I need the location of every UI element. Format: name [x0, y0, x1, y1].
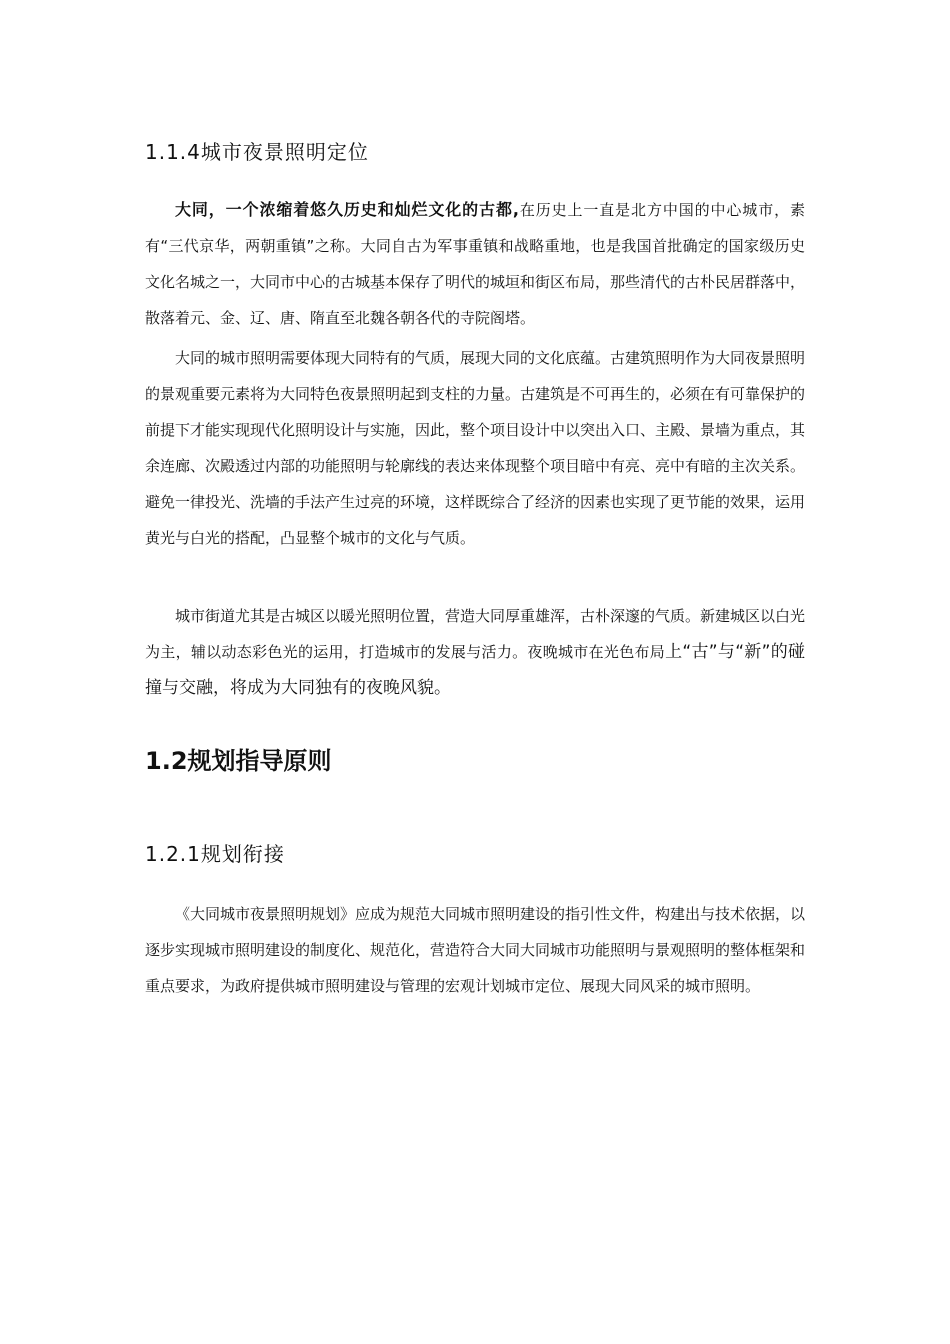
- paragraph-lead-text: 大同，一个浓缩着悠久历史和灿烂文化的古都,: [175, 200, 519, 219]
- section-heading-1-2: 1.2规划指导原则: [145, 747, 332, 775]
- paragraph-body-text: 城市街道尤其是古城区以暖光照明位置，营造大同厚重雄浑，古朴深邃的气质。新建城区以白光为主，辅以动态彩色光的运用，打造城市的发展与活力。夜晚城市在光色布局: [145, 607, 806, 661]
- paragraph-street-lighting: [145, 598, 805, 706]
- paragraph-body-text: 在历史上一直是北方中国的中心城市，素有“三代京华，两朝重镇”之称。大同自古为军事重镇和战略重地，也是我国首批确定的国家级历史文化名城之一，大同市中心的古城基本保存了明代的城垣和街区布局，那些清代的古朴民居群落中，散落着元、金、辽、唐、隋直至北魏各朝各代的寺院阁塔。: [145, 201, 806, 327]
- paragraph-planning-connection: 《大同城市夜景照明规划》应成为规范大同城市照明建设的指引性文件，构建出与技术依据，以逐步实现城市照明建设的制度化、规范化，营造符合大同大同城市功能照明与景观照明的整体框架和重点要求，为政府提供城市照明建设与管理的宏观计划城市定位、展现大同风采的城市照明。: [145, 905, 806, 995]
- paragraph-lighting-character: 大同的城市照明需要体现大同特有的气质，展现大同的文化底蕴。古建筑照明作为大同夜景照明的景观重要元素将为大同特色夜景照明起到支柱的力量。古建筑是不可再生的，必须在有可靠保护的前提下才能实现现代化照明设计与实施，因此，整个项目设计中以突出入口、主殿、景墙为重点，其余连廊、次殿透过内部的功能照明与轮廓线的表达来体现整个项目暗中有亮、亮中有暗的主次关系。避免一律投光、洗墙的手法产生过亮的环境，这样既综合了经济的因素也实现了更节能的效果，运用黄光与白光的搭配，凸显整个城市的文化与气质。: [145, 349, 806, 547]
- paragraph-tail-text: 上“古”与“新”的碰撞与交融，将成为大同独有的夜晚风貌。: [145, 642, 805, 698]
- paragraph-datong-intro: [145, 192, 805, 336]
- section-heading-1-2-1: 1.2.1规划衔接: [145, 842, 285, 866]
- section-heading-1-1-4: 1.1.4城市夜景照明定位: [145, 140, 369, 164]
